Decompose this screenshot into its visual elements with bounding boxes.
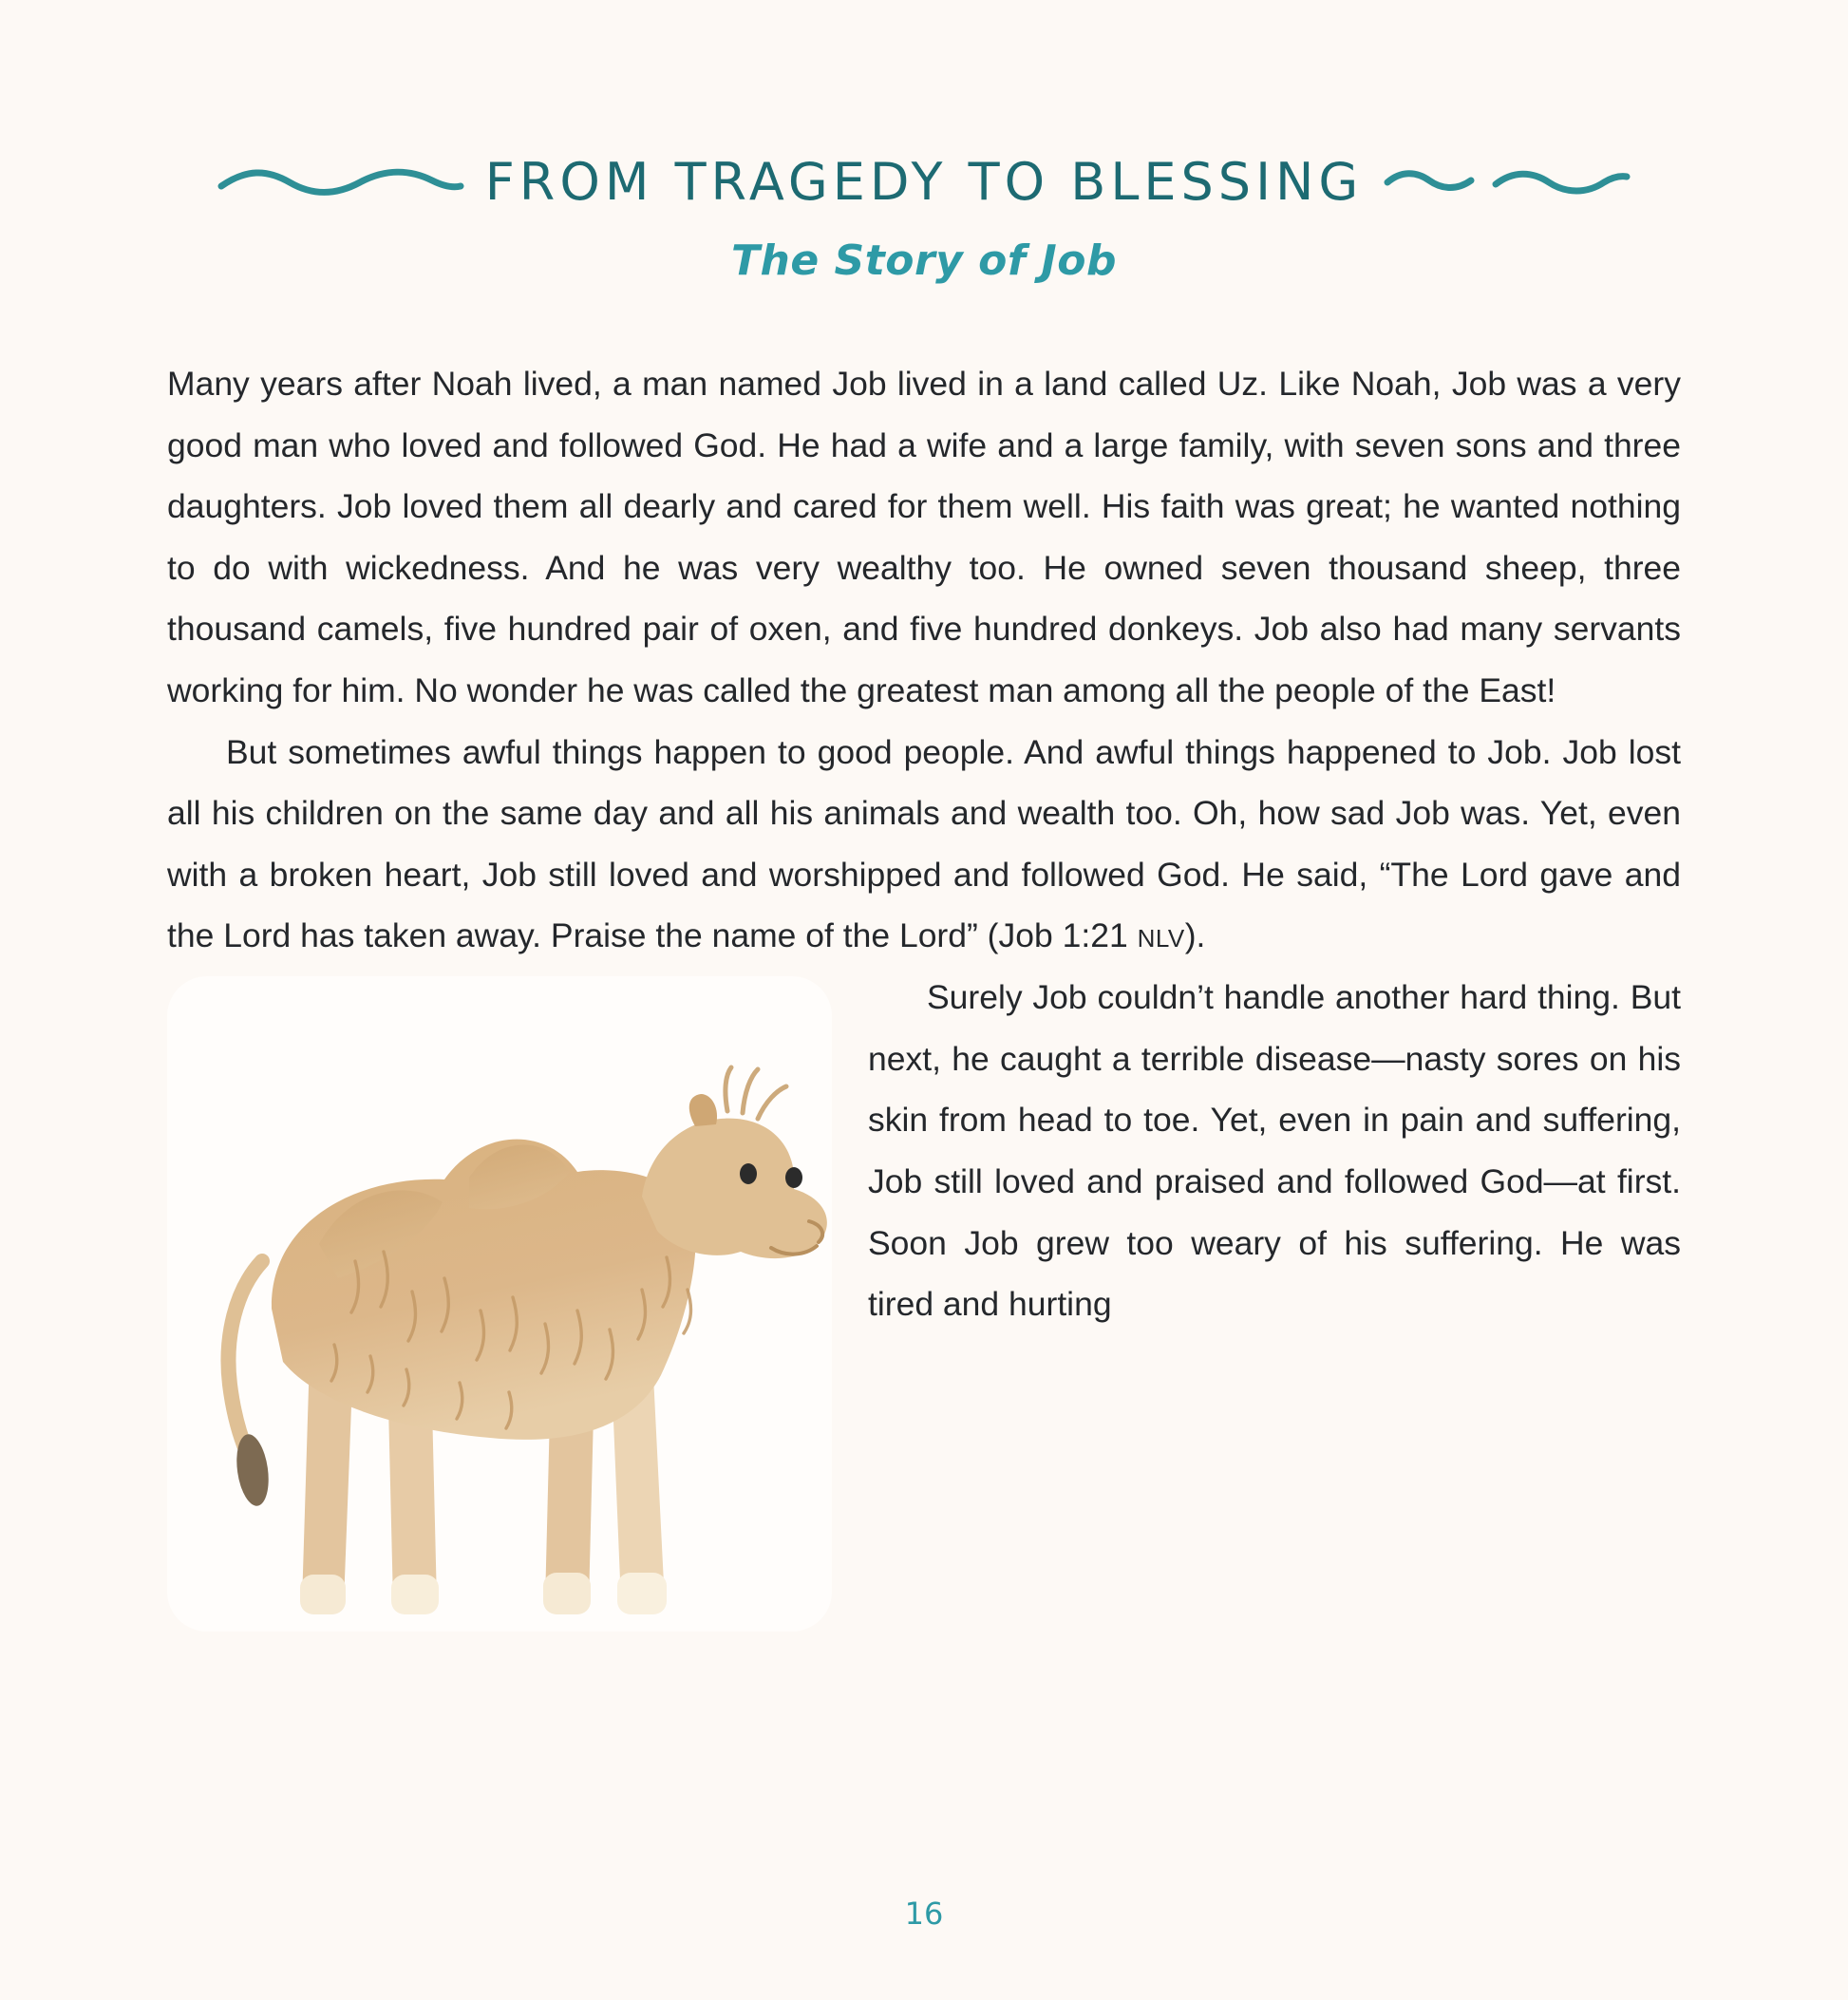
camel-illustration [167, 976, 832, 1632]
wave-squiggle-icon [217, 163, 464, 201]
book-page [0, 152, 1848, 2000]
paragraph-two-text-b: ). [1184, 916, 1206, 955]
scripture-translation-abbr: NLV [1137, 924, 1185, 953]
body-text [167, 353, 1681, 1335]
page-number: 16 [904, 1896, 944, 1932]
camel-illustration-svg [167, 976, 832, 1632]
paragraph-one: Many years after Noah lived, a man named Job lived in a land called Uz. Like Noah, Job was a very good man who loved and followed God. He had a wife and a large family, with seven sons and three daughters. Job loved them all dearly and cared for them well. His faith was great; he wanted nothing to do with wickedness. And he was very wealthy too. He owned seven thousand sheep, three thousand camels, five hundred pair of oxen, and five hundred donkeys. Job also had many servants working for him. No wonder he was called the greatest man among all the people of the East! [167, 365, 1681, 710]
page-subtitle: The Story of Job [731, 236, 1117, 285]
wave-squiggle-icon [1384, 163, 1631, 201]
paragraph-two-text-a: But sometimes awful things happen to good people. And awful things happened to Job. Job lost all his children on the same day and all his animals and wealth too. Oh, how sad Job was. Yet, even with a broken heart, Job still loved and worshipped and followed God. He said, “The Lord gave and the Lord has taken away. Praise the name of the Lord” (Job 1:21 [167, 732, 1681, 955]
page-title: FROM TRAGEDY TO BLESSING [484, 152, 1364, 212]
paragraph-three: Surely Job couldn’t handle another hard thing. But next, he caught a terrible disease—nasty sores on his skin from head to toe. Yet, even in pain and suffering, Job still loved and praised and followed God—at first. Soon Job grew too weary of his suffering. He was tired and hurting [868, 978, 1681, 1324]
title-row [167, 152, 1681, 212]
paragraph-two [167, 722, 1681, 967]
